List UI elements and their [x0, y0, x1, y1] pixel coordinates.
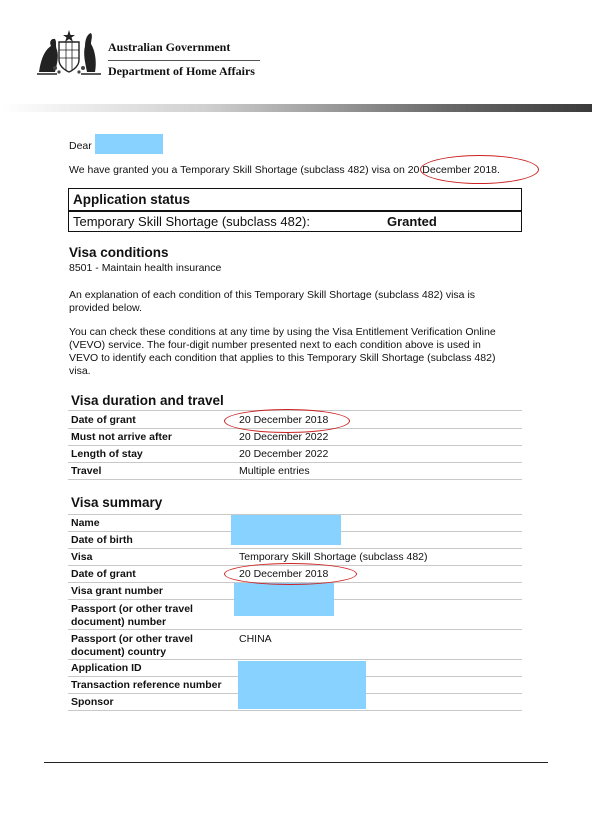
row-key: Travel [71, 465, 102, 477]
row-value: Multiple entries [239, 465, 310, 477]
table-row [68, 630, 522, 660]
row-key: Must not arrive after [71, 431, 172, 443]
row-key: Name [71, 517, 100, 529]
row-value: CHINA [239, 633, 272, 645]
status-divider [69, 210, 521, 212]
row-value: 20 December 2022 [239, 431, 329, 443]
status-value: Granted [387, 214, 437, 229]
row-key: Passport (or other travel document) number [71, 603, 193, 628]
visa-duration-heading: Visa duration and travel [71, 393, 224, 408]
table-row [68, 446, 522, 463]
redacted-recipient-name [95, 134, 163, 154]
annotation-circle-grant-date [420, 155, 539, 184]
row-value: 20 December 2022 [239, 448, 329, 460]
footer-divider [44, 762, 548, 763]
row-key: Transaction reference number [71, 679, 222, 691]
row-key: Passport (or other travel document) country [71, 633, 193, 658]
visa-summary-heading: Visa summary [71, 495, 163, 510]
row-key: Date of grant [71, 414, 136, 426]
row-value: 20 December 2018 [239, 414, 329, 426]
visa-conditions-heading: Visa conditions [69, 245, 169, 260]
annotation-circle-date-of-grant [224, 409, 350, 433]
conditions-explanation-line1: An explanation of each condition of this Temporary Skill Shortage (subclass 482) visa is [69, 289, 476, 301]
department-name: Department of Home Affairs [108, 64, 255, 78]
row-key: Date of grant [71, 568, 136, 580]
application-status-box [68, 188, 522, 232]
row-key: Sponsor [71, 696, 114, 708]
vevo-paragraph-line3: VEVO to identify each condition that applies to this Temporary Skill Shortage (subclass 482) [69, 352, 496, 364]
government-name: Australian Government [108, 40, 260, 61]
row-key: Application ID [71, 662, 142, 674]
redacted-name-dob [231, 515, 341, 545]
letterhead [0, 0, 592, 112]
salutation: Dear [69, 140, 92, 152]
condition-item: 8501 - Maintain health insurance [69, 262, 222, 274]
redacted-application-sponsor [238, 661, 366, 709]
table-row [68, 463, 522, 480]
vevo-paragraph-line2: (VEVO) service. The four-digit number presented next to each condition above is used in [69, 339, 481, 351]
redacted-grant-passport-number [234, 583, 334, 616]
coat-of-arms-icon [35, 28, 103, 76]
application-status-title: Application status [73, 192, 191, 207]
annotation-circle-summary-date-of-grant [224, 563, 357, 585]
conditions-explanation-line2: provided below. [69, 302, 142, 314]
grant-sentence: We have granted you a Temporary Skill Shortage (subclass 482) visa on 20 December 2018. [69, 164, 500, 176]
row-key: Visa grant number [71, 585, 163, 597]
row-key: Visa [71, 551, 93, 563]
vevo-paragraph-line1: You can check these conditions at any time by using the Visa Entitlement Verification Online [69, 326, 496, 338]
row-value: 20 December 2018 [239, 568, 329, 580]
row-key: Date of birth [71, 534, 133, 546]
row-value: Temporary Skill Shortage (subclass 482) [239, 551, 428, 563]
vevo-paragraph-line4: visa. [69, 365, 91, 377]
status-visa-label: Temporary Skill Shortage (subclass 482): [73, 214, 310, 229]
row-key: Length of stay [71, 448, 143, 460]
header-gradient-bar [0, 104, 592, 112]
